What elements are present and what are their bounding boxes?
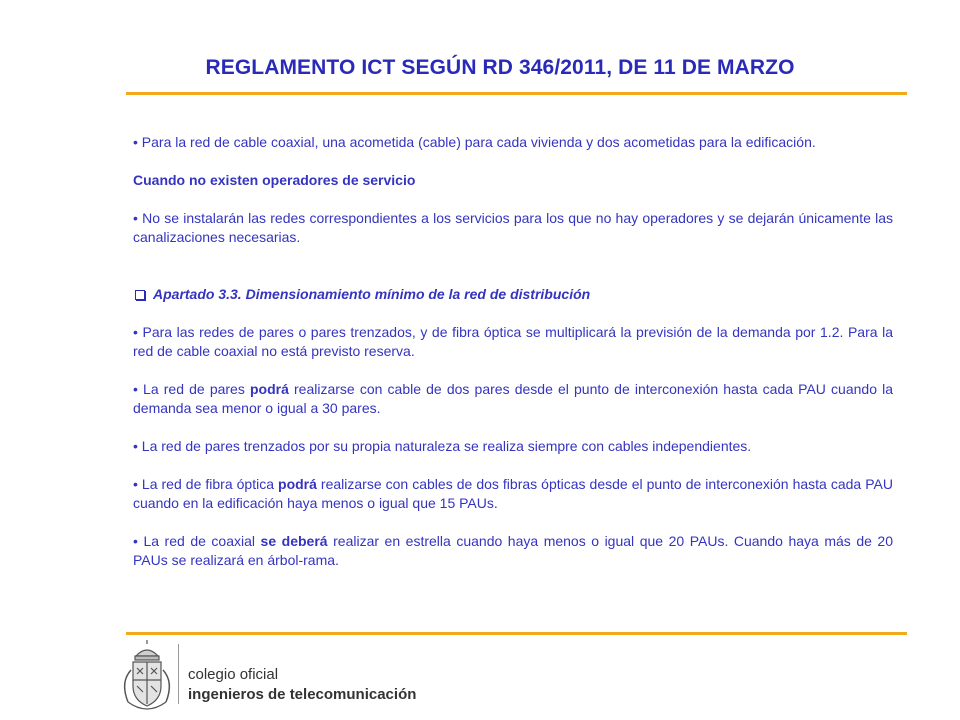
apartado-heading <box>133 285 893 304</box>
slide-content <box>133 133 893 570</box>
section-heading-no-operators: Cuando no existen operadores de servicio <box>133 172 416 188</box>
paragraph-coaxial-estrella: • La red de coaxial se deberá realizar en estrella cuando haya menos o igual que 20 PAUs. Cuando haya más de 20 PAUs se realizará en árbol-rama. <box>133 533 894 568</box>
org-name-line1: colegio oficial <box>188 666 279 683</box>
paragraph-fibra-optica: • La red de fibra óptica podrá realizarse con cables de dos fibras ópticas desde el punto de interconexión hasta cada PAU cuando en la edificación haya menos o igual que 15 PAUs. <box>133 476 893 511</box>
apartado-heading-text: Apartado 3.3. Dimensionamiento mínimo de la red de distribución <box>153 286 591 302</box>
slide-title: REGLAMENTO ICT SEGÚN RD 346/2011, DE 11 DE MARZO <box>205 56 795 79</box>
checkbox-bullet-icon <box>135 290 145 300</box>
logo-separator <box>178 644 179 704</box>
footer-logo <box>118 640 418 716</box>
paragraph-coaxial-acometidas: • Para la red de cable coaxial, una acometida (cable) para cada vivienda y dos acometidas para la edificación. <box>133 134 816 150</box>
paragraph-no-operators: • No se instalarán las redes correspondientes a los servicios para los que no hay operadores y se dejarán únicamente las canalizaciones necesarias. <box>133 210 893 245</box>
paragraph-demand-multiplier: • Para las redes de pares o pares trenzados, y de fibra óptica se multiplicará la previsión de la demanda por 1.2. Para la red de cable coaxial no está previsto reserva. <box>133 324 893 359</box>
org-name-line2: ingenieros de telecomunicación <box>188 686 417 703</box>
coat-of-arms-icon <box>118 640 176 716</box>
top-divider <box>126 92 907 95</box>
bottom-divider <box>126 632 907 635</box>
paragraph-red-pares: • La red de pares podrá realizarse con cable de dos pares desde el punto de interconexión hasta cada PAU cuando la demanda sea menor o igual a 30 pares. <box>133 381 894 416</box>
paragraph-pares-trenzados: • La red de pares trenzados por su propia naturaleza se realiza siempre con cables independientes. <box>133 438 752 454</box>
